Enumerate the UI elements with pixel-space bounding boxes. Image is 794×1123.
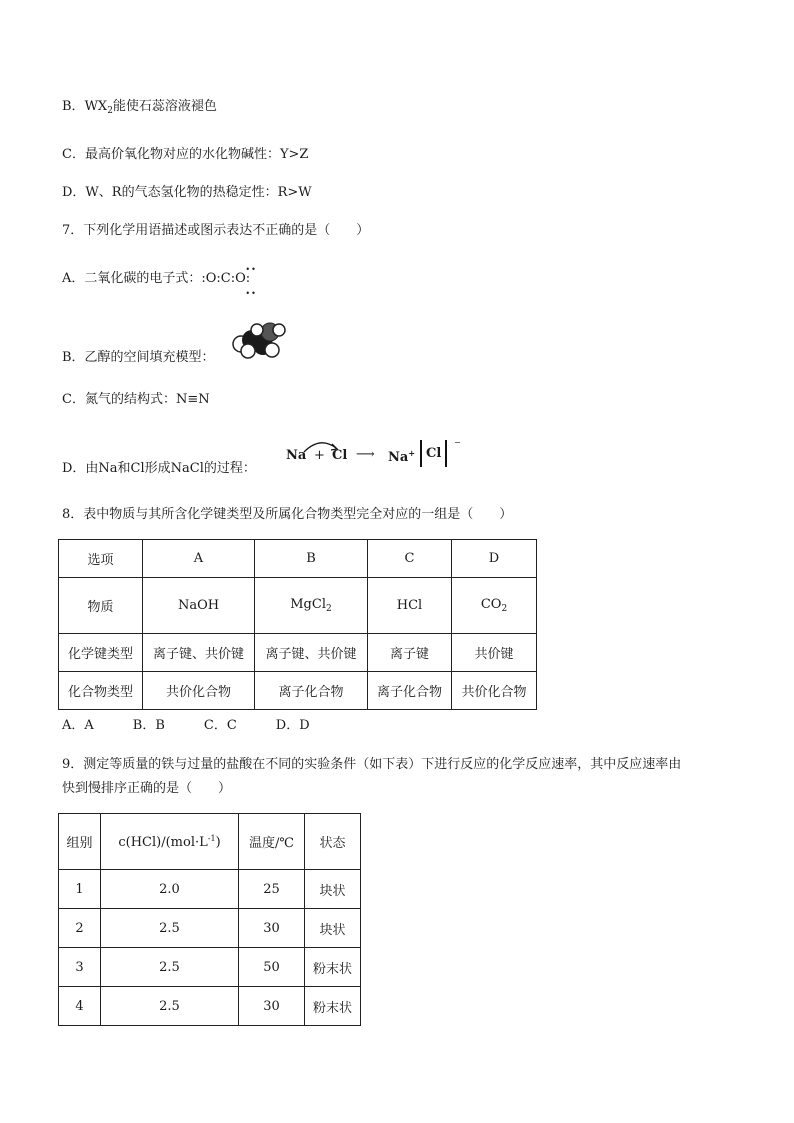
table-row — [59, 948, 361, 987]
q9-table — [58, 813, 361, 1026]
ethanol-space-filling-model — [230, 318, 290, 362]
q8-bond-c: 离子键 — [368, 634, 452, 672]
q8-substance-a: NaOH — [143, 578, 255, 634]
q7-option-c: C．氮气的结构式：N≡N — [62, 392, 210, 407]
table-row — [59, 987, 361, 1026]
q6-option-b-formula: $WX_2$ — [84, 99, 113, 116]
q9-cell: 2.5 — [101, 909, 239, 948]
q8-substance-b: MgCl$_2$ — [255, 578, 368, 634]
q7-option-a — [62, 265, 257, 298]
q9-cell: 3 — [59, 948, 101, 987]
q6-option-b-prefix: B． — [62, 99, 85, 114]
q6-option-c: C．最高价氧化物对应的水化物碱性：Y>Z — [62, 147, 309, 162]
q8-compound-a: 共价化合物 — [143, 672, 255, 710]
q9-cell: 30 — [239, 909, 305, 948]
q9-cell: 粉末状 — [305, 987, 361, 1026]
q9-cell: 50 — [239, 948, 305, 987]
q8-choices: A．A B．B C．C D．D — [62, 718, 310, 733]
table-row — [59, 870, 361, 909]
eq-cl-ion: Cl — [420, 440, 447, 467]
table-row — [59, 814, 361, 870]
q8-substance-d: $CO_2$ — [452, 578, 537, 634]
q8-bond-label: 化学键类型 — [59, 634, 143, 672]
q8-bond-a: 离子键、共价键 — [143, 634, 255, 672]
q9-cell: 2 — [59, 909, 101, 948]
table-row — [59, 578, 537, 634]
q8-compound-b: 离子化合物 — [255, 672, 368, 710]
q9-cell: 2.0 — [101, 870, 239, 909]
q9-cell: 块状 — [305, 909, 361, 948]
table-row — [59, 909, 361, 948]
q9-cell: 2.5 — [101, 948, 239, 987]
q9-header-state: 状态 — [305, 814, 361, 870]
q9-cell: 块状 — [305, 870, 361, 909]
q8-header-a: A — [143, 540, 255, 578]
q6-option-b — [62, 98, 217, 120]
q8-stem: 8．表中物质与其所含化学键类型及所属化合物类型完全对应的一组是（ ） — [62, 507, 513, 522]
q9-cell: 4 — [59, 987, 101, 1026]
q9-cell: 1 — [59, 870, 101, 909]
eq-na-ion: Na+ — [388, 448, 416, 465]
table-row — [59, 540, 537, 578]
q9-cell: 粉末状 — [305, 948, 361, 987]
q6-option-d: D．W、R的气态氢化物的热稳定性：R>W — [62, 185, 312, 200]
q8-compound-label: 化合物类型 — [59, 672, 143, 710]
q8-header-d: D — [452, 540, 537, 578]
eq-arrow: ⟶ — [356, 447, 375, 462]
q9-cell: 25 — [239, 870, 305, 909]
table-row — [59, 634, 537, 672]
co2-electron-formula: :O:C:O: •• •• — [201, 265, 257, 298]
q8-compound-d: 共价化合物 — [452, 672, 537, 710]
q8-table — [58, 539, 537, 710]
eq-cl-ion-charge: − — [454, 438, 461, 447]
q7-option-a-text: A．二氧化碳的电子式： — [62, 271, 202, 286]
q9-stem-line1: 9．测定等质量的铁与过量的盐酸在不同的实验条件（如下表）下进行反应的化学反应速率，其中反应速率由 — [62, 757, 682, 772]
q8-bond-d: 共价键 — [452, 634, 537, 672]
q9-header-temperature: 温度/℃ — [239, 814, 305, 870]
q8-header-c: C — [368, 540, 452, 578]
nacl-formation-equation — [284, 438, 464, 476]
q8-bond-b: 离子键、共价键 — [255, 634, 368, 672]
q8-substance-label: 物质 — [59, 578, 143, 634]
eq-cl: Cl — [332, 448, 348, 463]
q7-option-b: B．乙醇的空间填充模型： — [62, 350, 215, 365]
q9-cell: 30 — [239, 987, 305, 1026]
q6-option-b-text: 能使石蕊溶液褪色 — [112, 99, 217, 114]
q9-cell: 2.5 — [101, 987, 239, 1026]
q8-header-option: 选项 — [59, 540, 143, 578]
eq-plus: + — [314, 448, 325, 463]
q9-header-concentration: $c(HCl)/(mol\cdot L^{-1})$ — [101, 814, 239, 870]
q7-option-d: D．由Na和Cl形成NaCl的过程： — [62, 461, 256, 476]
table-row — [59, 672, 537, 710]
q9-stem-line2: 快到慢排序正确的是（ ） — [62, 781, 232, 796]
q9-header-group: 组别 — [59, 814, 101, 870]
q7-stem: 7．下列化学用语描述或图示表达不正确的是（ ） — [62, 223, 370, 238]
eq-na: Na — [286, 448, 307, 463]
q8-substance-c: HCl — [368, 578, 452, 634]
q8-header-b: B — [255, 540, 368, 578]
q8-compound-c: 离子化合物 — [368, 672, 452, 710]
